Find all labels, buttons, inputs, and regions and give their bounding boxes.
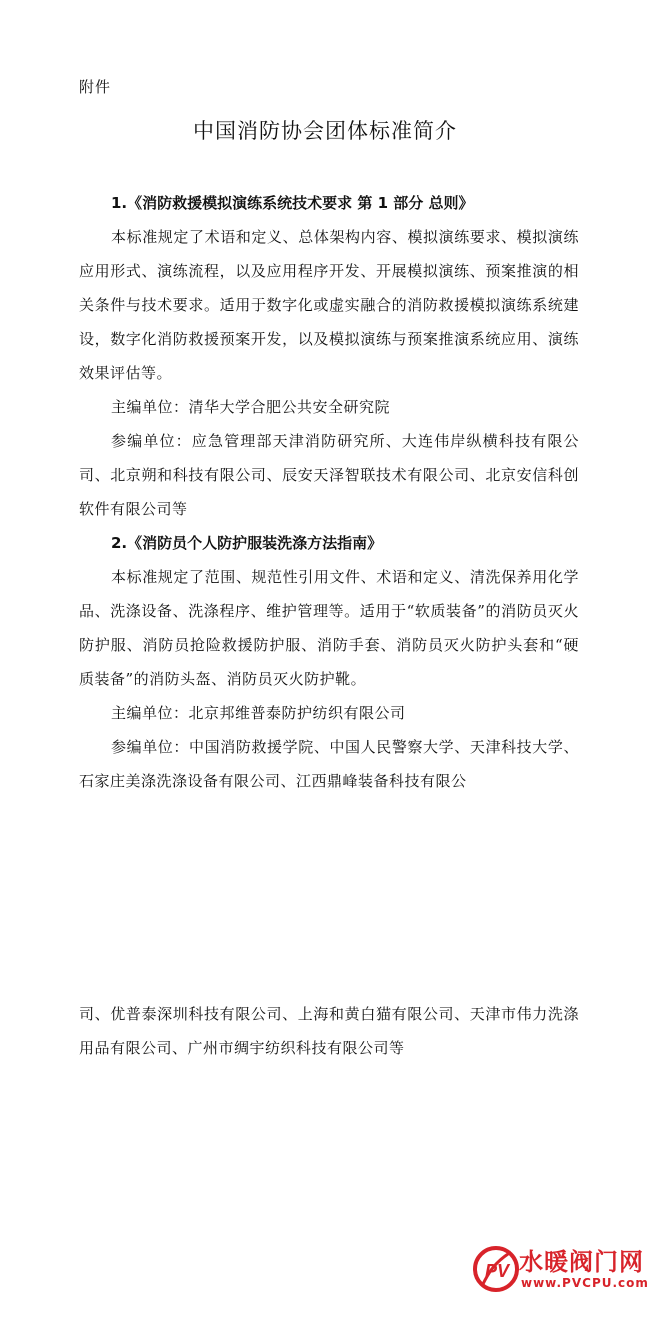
standard-2-continuation [79, 997, 579, 1065]
standard-1-participating-units: 参编单位：应急管理部天津消防研究所、大连伟岸纵横科技有限公司、北京朔和科技有限公司、辰安天泽智联技术有限公司、北京安信科创软件有限公司等 [79, 432, 579, 518]
document-title: 中国消防协会团体标准简介 [193, 119, 457, 143]
watermark-site-url: www.PVCPU.com [521, 1276, 649, 1290]
standard-1-lead-unit: 主编单位：清华大学合肥公共安全研究院 [111, 398, 391, 416]
standard-item-2 [79, 526, 579, 798]
logo-letters: PV [485, 1261, 510, 1281]
standard-item-1 [79, 186, 579, 526]
standard-2-participating-units: 参编单位：中国消防救援学院、中国人民警察大学、天津科技大学、石家庄美涤洗涤设备有限公司、江西鼎峰装备科技有限公 [79, 738, 579, 790]
standard-1-description: 本标准规定了术语和定义、总体架构内容、模拟演练要求、模拟演练应用形式、演练流程，以及应用程序开发、开展模拟演练、预案推演的相关条件与技术要求。适用于数字化或虚实融合的消防救援模拟演练系统建设，数字化消防救援预案开发，以及模拟演练与预案推演系统应用、演练效果评估等。 [79, 228, 579, 382]
watermark-site-name: 水暖阀门网 [519, 1248, 644, 1276]
standard-1-title: 1.《消防救援模拟演练系统技术要求 第 1 部分 总则》 [111, 194, 474, 212]
standard-2-description: 本标准规定了范围、规范性引用文件、术语和定义、清洗保养用化学品、洗涤设备、洗涤程序、维护管理等。适用于“软质装备”的消防员灭火防护服、消防员抢险救援防护服、消防手套、消防员灭火防护头套和“硬质装备”的消防头盔、消防员灭火防护靴。 [79, 568, 579, 688]
standard-2-lead-unit: 主编单位：北京邦维普泰防护纺织有限公司 [111, 704, 406, 722]
standard-2-title: 2.《消防员个人防护服装洗涤方法指南》 [111, 534, 383, 552]
site-watermark [471, 1240, 649, 1302]
attachment-label: 附件 [79, 78, 112, 96]
standard-2-participating-units-continued: 司、优普泰深圳科技有限公司、上海和黄白猫有限公司、天津市伟力洗涤用品有限公司、广州市绸宇纺织科技有限公司等 [79, 1005, 579, 1057]
pvcpu-logo-icon [471, 1244, 521, 1294]
